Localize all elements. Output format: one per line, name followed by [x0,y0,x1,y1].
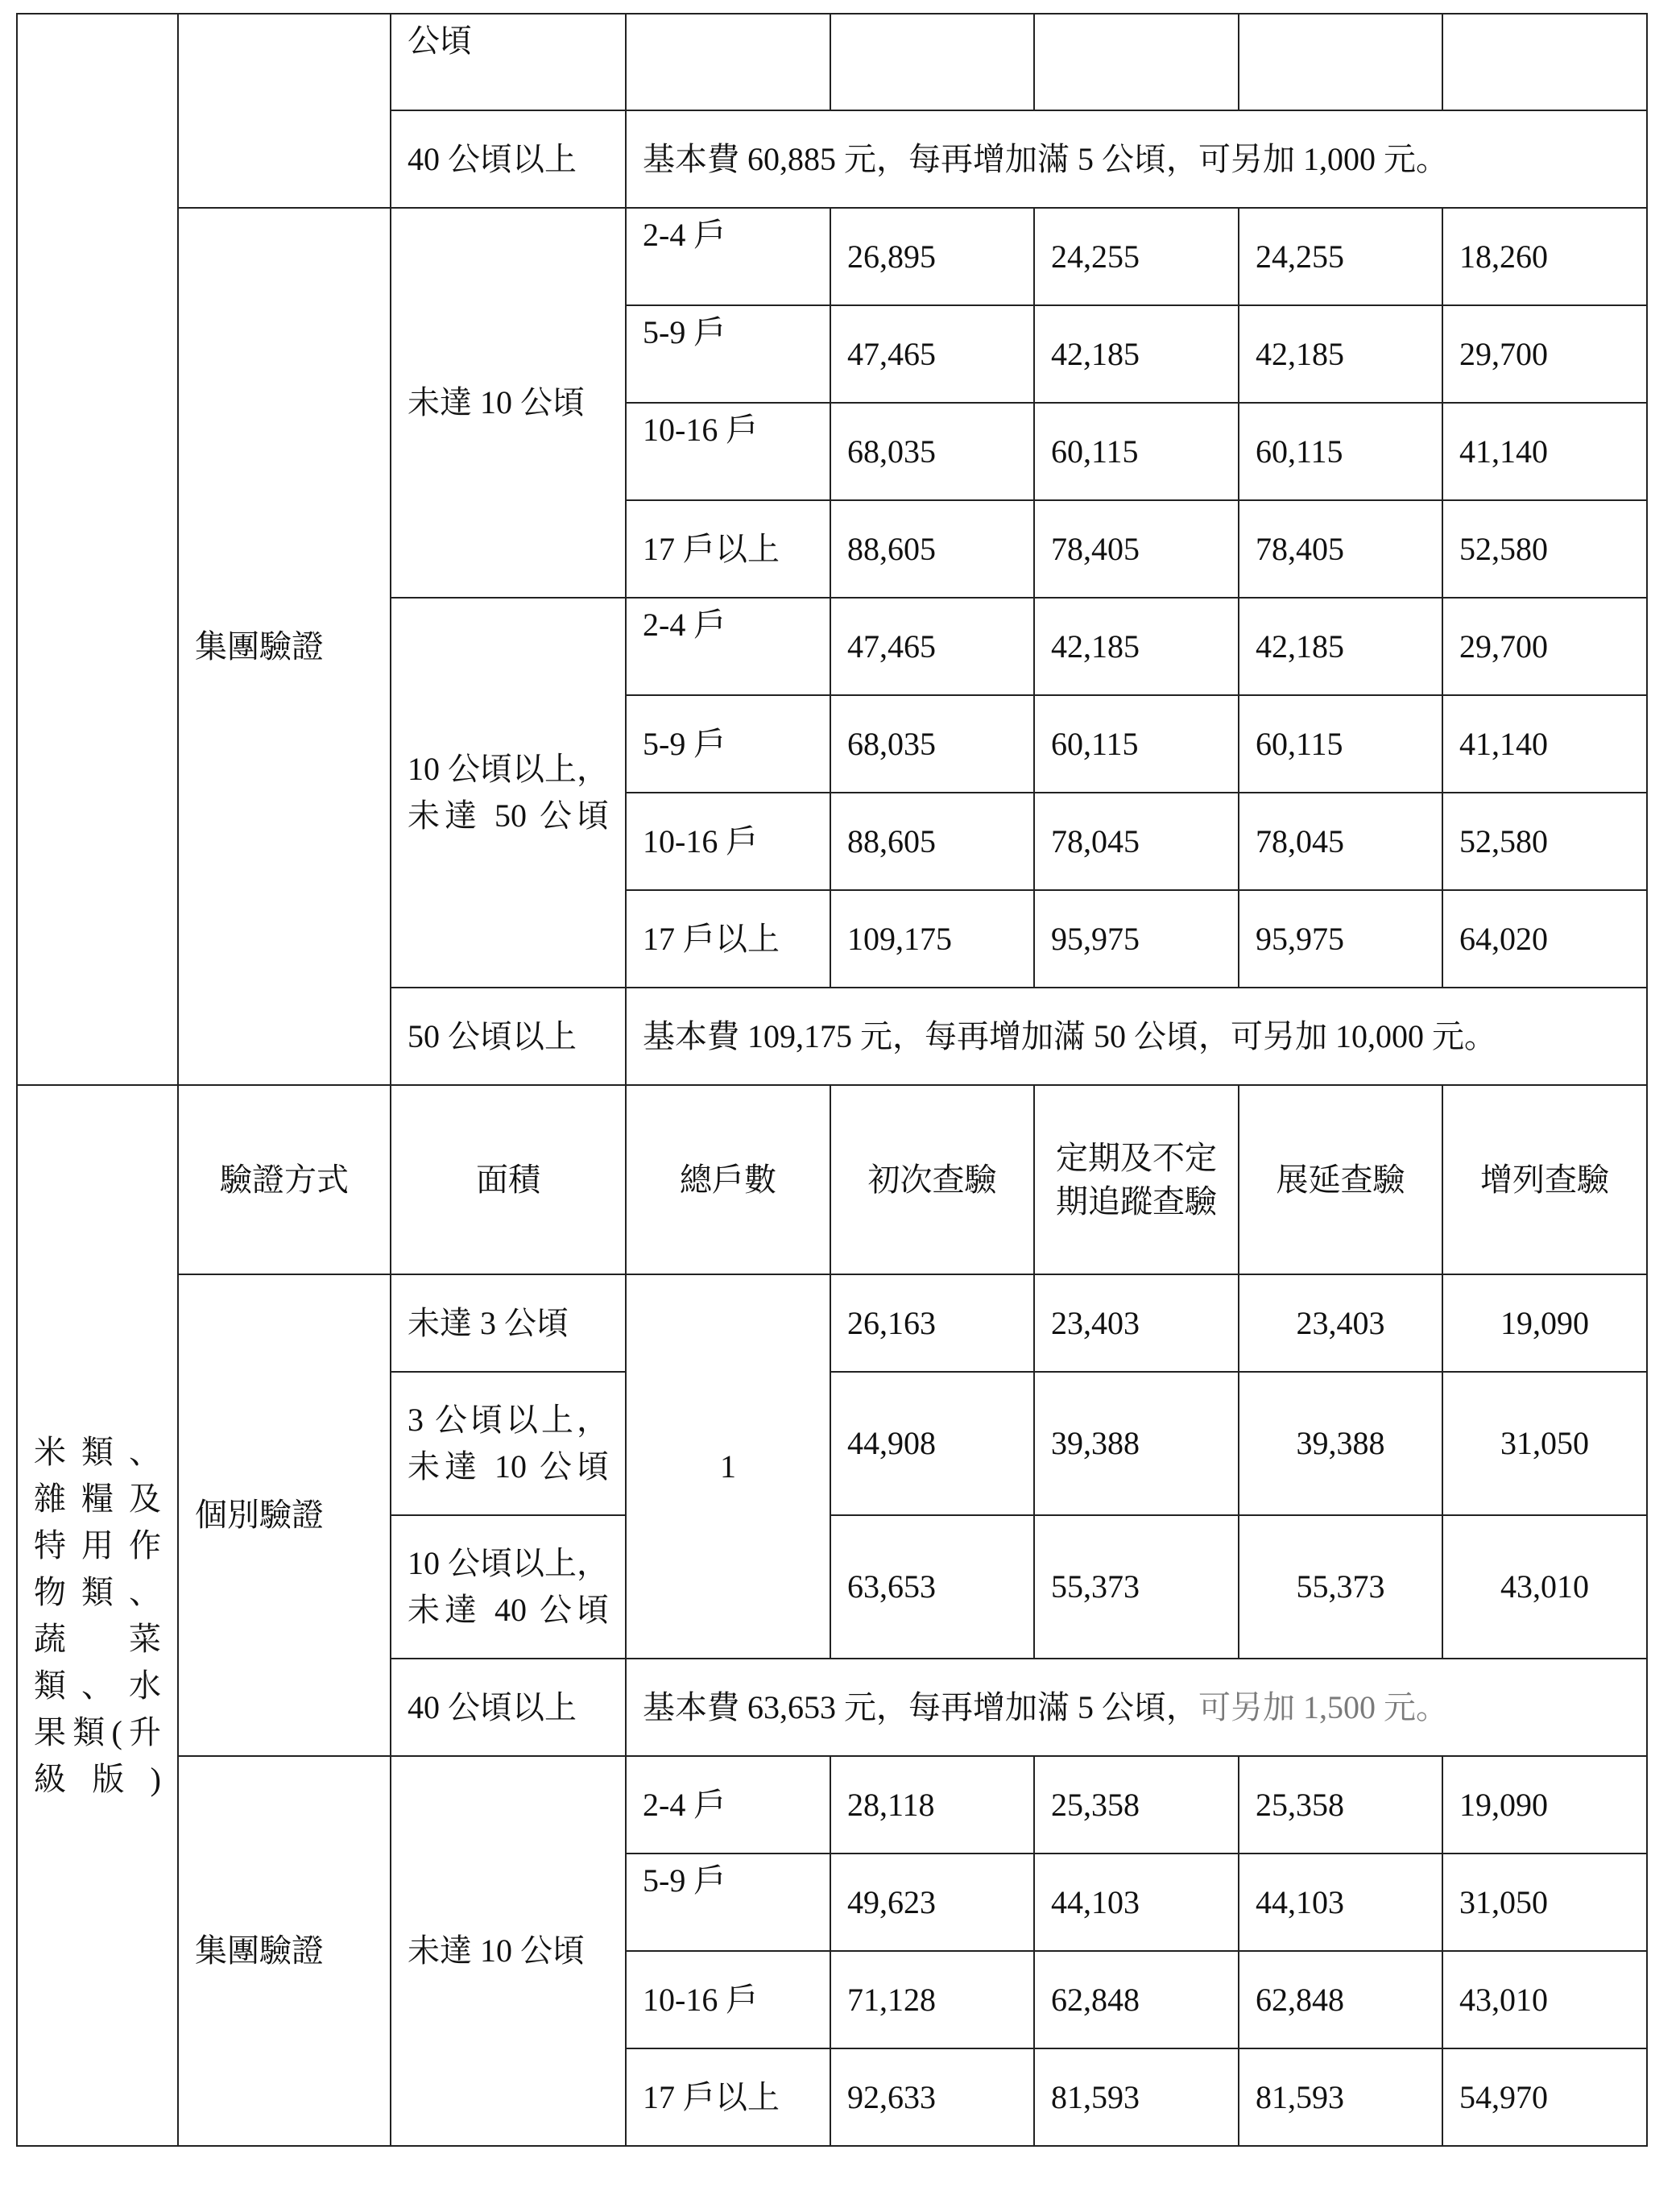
initial-fee-cell: 44,908 [830,1372,1034,1515]
households-cell: 2-4 戶 [626,1756,830,1854]
initial-fee-cell: 92,633 [830,2048,1034,2146]
addition-fee-cell: 19,090 [1442,1756,1647,1854]
periodic-fee-cell: 78,405 [1034,500,1239,598]
initial-fee-cell: 28,118 [830,1756,1034,1854]
addition-fee-cell: 54,970 [1442,2048,1647,2146]
table-row [17,1756,1647,1854]
households-cell: 5-9 戶 [626,1854,830,1951]
addition-fee-cell: 31,050 [1442,1372,1647,1515]
header-renewal: 展延查驗 [1239,1085,1442,1274]
initial-fee-cell: 63,653 [830,1515,1034,1659]
periodic-fee-cell: 55,373 [1034,1515,1239,1659]
renewal-fee-cell: 42,185 [1239,598,1442,695]
households-cell: 2-4 戶 [626,208,830,305]
fee-note: 基本費 60,885 元，每再增加滿 5 公頃，可另加 1,000 元。 [626,110,1647,208]
initial-fee-cell: 47,465 [830,598,1034,695]
households-cell: 1 [626,1274,830,1659]
renewal-fee-cell: 25,358 [1239,1756,1442,1854]
area-cell-continued: 公頃 [391,14,626,110]
area-cell: 40 公頃以上 [391,1659,626,1756]
households-cell: 17 戶以上 [626,500,830,598]
renewal-fee-cell: 44,103 [1239,1854,1442,1951]
initial-fee-cell: 26,163 [830,1274,1034,1372]
addition-fee-cell: 18,260 [1442,208,1647,305]
addition-fee-cell: 52,580 [1442,793,1647,890]
renewal-fee-cell: 39,388 [1239,1372,1442,1515]
renewal-fee-cell: 95,975 [1239,890,1442,988]
fee-note-part: 基本費 63,653 元，每再增加滿 5 公頃， [643,1688,1198,1725]
households-cell: 17 戶以上 [626,890,830,988]
header-periodic: 定期及不定期追蹤查驗 [1034,1085,1239,1274]
periodic-fee-cell: 42,185 [1034,598,1239,695]
area-cell: 50 公頃以上 [391,988,626,1085]
households-cell: 17 戶以上 [626,2048,830,2146]
fee-note: 基本費 109,175 元，每再增加滿 50 公頃，可另加 10,000 元。 [626,988,1647,1085]
households-cell: 10-16 戶 [626,793,830,890]
initial-fee-cell: 88,605 [830,793,1034,890]
empty-cell [1239,14,1442,110]
renewal-fee-cell: 78,045 [1239,793,1442,890]
addition-fee-cell: 43,010 [1442,1515,1647,1659]
category-cell-continued [17,14,178,1085]
table-row [17,208,1647,305]
area-cell: 3 公頃以上，未達 10 公頃 [391,1372,626,1515]
renewal-fee-cell: 62,848 [1239,1951,1442,2048]
renewal-fee-cell: 23,403 [1239,1274,1442,1372]
periodic-fee-cell: 39,388 [1034,1372,1239,1515]
periodic-fee-cell: 25,358 [1034,1756,1239,1854]
fee-note [626,1659,1647,1756]
households-cell: 5-9 戶 [626,305,830,403]
initial-fee-cell: 109,175 [830,890,1034,988]
renewal-fee-cell: 42,185 [1239,305,1442,403]
periodic-fee-cell: 44,103 [1034,1854,1239,1951]
header-area: 面積 [391,1085,626,1274]
addition-fee-cell: 29,700 [1442,305,1647,403]
addition-fee-cell: 64,020 [1442,890,1647,988]
empty-cell [1034,14,1239,110]
area-cell: 未達 3 公頃 [391,1274,626,1372]
header-row [17,1085,1647,1274]
addition-fee-cell: 29,700 [1442,598,1647,695]
area-cell: 40 公頃以上 [391,110,626,208]
initial-fee-cell: 68,035 [830,695,1034,793]
empty-cell [830,14,1034,110]
addition-fee-cell: 19,090 [1442,1274,1647,1372]
initial-fee-cell: 68,035 [830,403,1034,500]
area-cell: 未達 10 公頃 [391,1756,626,2146]
households-cell: 10-16 戶 [626,403,830,500]
addition-fee-cell: 52,580 [1442,500,1647,598]
periodic-fee-cell: 23,403 [1034,1274,1239,1372]
table-row [17,14,1647,110]
renewal-fee-cell: 55,373 [1239,1515,1442,1659]
method-cell-group: 集團驗證 [178,1756,391,2146]
method-cell-individual: 個別驗證 [178,1274,391,1756]
header-method: 驗證方式 [178,1085,391,1274]
periodic-fee-cell: 60,115 [1034,403,1239,500]
periodic-fee-cell: 60,115 [1034,695,1239,793]
renewal-fee-cell: 78,405 [1239,500,1442,598]
addition-fee-cell: 41,140 [1442,403,1647,500]
method-cell-group: 集團驗證 [178,208,391,1085]
households-cell: 10-16 戶 [626,1951,830,2048]
renewal-fee-cell: 81,593 [1239,2048,1442,2146]
fee-table [16,13,1648,2147]
renewal-fee-cell: 24,255 [1239,208,1442,305]
table-row [17,1274,1647,1372]
method-cell-continued [178,14,391,208]
empty-cell [626,14,830,110]
periodic-fee-cell: 42,185 [1034,305,1239,403]
households-cell: 5-9 戶 [626,695,830,793]
periodic-fee-cell: 24,255 [1034,208,1239,305]
periodic-fee-cell: 62,848 [1034,1951,1239,2048]
renewal-fee-cell: 60,115 [1239,403,1442,500]
households-cell: 2-4 戶 [626,598,830,695]
empty-cell [1442,14,1647,110]
header-initial: 初次查驗 [830,1085,1034,1274]
periodic-fee-cell: 81,593 [1034,2048,1239,2146]
initial-fee-cell: 71,128 [830,1951,1034,2048]
fee-note-part-gray: 可另加 1,500 元。 [1198,1688,1448,1725]
periodic-fee-cell: 95,975 [1034,890,1239,988]
initial-fee-cell: 88,605 [830,500,1034,598]
addition-fee-cell: 31,050 [1442,1854,1647,1951]
category-cell: 米類、雜糧及特用作物類、蔬菜類、水果類(升級版) [17,1085,178,2146]
initial-fee-cell: 26,895 [830,208,1034,305]
header-households: 總戶數 [626,1085,830,1274]
area-cell: 10 公頃以上，未達 40 公頃 [391,1515,626,1659]
addition-fee-cell: 43,010 [1442,1951,1647,2048]
renewal-fee-cell: 60,115 [1239,695,1442,793]
area-cell: 未達 10 公頃 [391,208,626,598]
initial-fee-cell: 49,623 [830,1854,1034,1951]
header-addition: 增列查驗 [1442,1085,1647,1274]
area-cell: 10 公頃以上，未達 50 公頃 [391,598,626,988]
periodic-fee-cell: 78,045 [1034,793,1239,890]
addition-fee-cell: 41,140 [1442,695,1647,793]
initial-fee-cell: 47,465 [830,305,1034,403]
